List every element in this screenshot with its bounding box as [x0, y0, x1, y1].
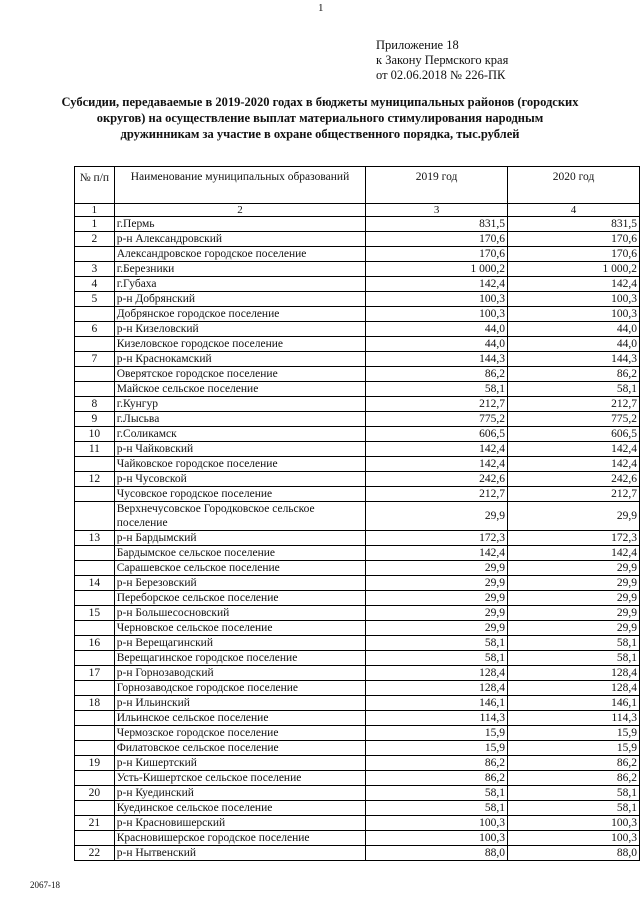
row-name: Кизеловское городское поселение [114, 337, 365, 352]
row-name: р-н Куединский [114, 786, 365, 801]
table-row [75, 502, 640, 531]
appendix-line: от 02.06.2018 № 226-ПК [376, 68, 506, 82]
value-2019: 86,2 [366, 756, 508, 771]
value-2019: 58,1 [366, 786, 508, 801]
row-number [75, 382, 115, 397]
column-index: 3 [366, 204, 508, 217]
value-2020: 44,0 [508, 337, 640, 352]
row-number [75, 741, 115, 756]
row-name: Переборское сельское поселение [114, 591, 365, 606]
row-name: Чайковское городское поселение [114, 457, 365, 472]
value-2020: 58,1 [508, 636, 640, 651]
row-number: 8 [75, 397, 115, 412]
table-row [75, 636, 640, 651]
row-number: 2 [75, 232, 115, 247]
row-name: Бардымское сельское поселение [114, 546, 365, 561]
row-number [75, 726, 115, 741]
value-2019: 142,4 [366, 546, 508, 561]
row-name: Ильинское сельское поселение [114, 711, 365, 726]
table-row [75, 801, 640, 816]
row-name: Черновское сельское поселение [114, 621, 365, 636]
row-number [75, 457, 115, 472]
table-row [75, 696, 640, 711]
row-name: р-н Добрянский [114, 292, 365, 307]
row-name: Чусовское городское поселение [114, 487, 365, 502]
value-2020: 775,2 [508, 412, 640, 427]
row-number: 4 [75, 277, 115, 292]
row-name: р-н Горнозаводский [114, 666, 365, 681]
table-row [75, 382, 640, 397]
row-name: г.Пермь [114, 217, 365, 232]
row-name: р-н Ильинский [114, 696, 365, 711]
value-2020: 212,7 [508, 487, 640, 502]
table-row [75, 591, 640, 606]
document-code: 2067-18 [30, 880, 60, 890]
value-2019: 29,9 [366, 576, 508, 591]
row-number: 9 [75, 412, 115, 427]
table-row [75, 262, 640, 277]
value-2020: 29,9 [508, 591, 640, 606]
column-index: 1 [75, 204, 115, 217]
row-name: р-н Александровский [114, 232, 365, 247]
value-2019: 58,1 [366, 801, 508, 816]
table-row [75, 412, 640, 427]
row-name: Добрянское городское поселение [114, 307, 365, 322]
value-2020: 100,3 [508, 307, 640, 322]
table-row [75, 771, 640, 786]
row-number: 16 [75, 636, 115, 651]
value-2019: 29,9 [366, 502, 508, 531]
row-number: 17 [75, 666, 115, 681]
row-name: Майское сельское поселение [114, 382, 365, 397]
header-name: Наименование муниципальных образований [114, 167, 365, 204]
value-2020: 86,2 [508, 367, 640, 382]
table-row [75, 247, 640, 262]
row-number: 21 [75, 816, 115, 831]
value-2019: 15,9 [366, 741, 508, 756]
value-2020: 29,9 [508, 502, 640, 531]
appendix-reference [376, 38, 508, 83]
value-2019: 142,4 [366, 457, 508, 472]
table-row [75, 487, 640, 502]
row-number [75, 711, 115, 726]
row-name: р-н Кишертский [114, 756, 365, 771]
row-name: Красновишерское городское поселение [114, 831, 365, 846]
row-name: р-н Краснокамский [114, 352, 365, 367]
value-2020: 29,9 [508, 606, 640, 621]
row-name: Александровское городское поселение [114, 247, 365, 262]
table-body [75, 217, 640, 861]
row-name: р-н Верещагинский [114, 636, 365, 651]
value-2020: 128,4 [508, 681, 640, 696]
value-2019: 170,6 [366, 247, 508, 262]
value-2020: 58,1 [508, 801, 640, 816]
value-2019: 114,3 [366, 711, 508, 726]
value-2019: 44,0 [366, 322, 508, 337]
row-name: р-н Красновишерский [114, 816, 365, 831]
row-name: г.Кунгур [114, 397, 365, 412]
table-row [75, 352, 640, 367]
value-2019: 100,3 [366, 831, 508, 846]
value-2020: 100,3 [508, 816, 640, 831]
value-2019: 29,9 [366, 561, 508, 576]
value-2019: 142,4 [366, 442, 508, 457]
appendix-line: Приложение 18 [376, 38, 459, 52]
value-2020: 128,4 [508, 666, 640, 681]
table-row [75, 367, 640, 382]
row-number [75, 801, 115, 816]
table-row [75, 277, 640, 292]
row-name: р-н Чайковский [114, 442, 365, 457]
value-2020: 58,1 [508, 382, 640, 397]
value-2020: 144,3 [508, 352, 640, 367]
row-name: Верхнечусовское Городковское сельское поселение [114, 502, 365, 531]
row-number: 19 [75, 756, 115, 771]
table-row [75, 651, 640, 666]
subsidy-table [74, 166, 640, 861]
row-number: 20 [75, 786, 115, 801]
column-index-row [75, 204, 640, 217]
row-number: 12 [75, 472, 115, 487]
table-row [75, 756, 640, 771]
row-number: 11 [75, 442, 115, 457]
value-2020: 831,5 [508, 217, 640, 232]
header-2020: 2020 год [508, 167, 640, 204]
row-name: р-н Нытвенский [114, 846, 365, 861]
value-2019: 58,1 [366, 651, 508, 666]
value-2019: 606,5 [366, 427, 508, 442]
value-2020: 100,3 [508, 831, 640, 846]
row-name: Усть-Кишертское сельское поселение [114, 771, 365, 786]
value-2020: 29,9 [508, 561, 640, 576]
table-row [75, 786, 640, 801]
value-2020: 606,5 [508, 427, 640, 442]
table-row [75, 322, 640, 337]
row-name: Верещагинское городское поселение [114, 651, 365, 666]
table-row [75, 831, 640, 846]
row-number: 14 [75, 576, 115, 591]
row-name: Сарашевское сельское поселение [114, 561, 365, 576]
value-2019: 58,1 [366, 636, 508, 651]
value-2020: 88,0 [508, 846, 640, 861]
value-2019: 775,2 [366, 412, 508, 427]
value-2020: 142,4 [508, 546, 640, 561]
row-number [75, 247, 115, 262]
row-name: р-н Бардымский [114, 531, 365, 546]
table-row [75, 741, 640, 756]
value-2019: 86,2 [366, 771, 508, 786]
value-2019: 44,0 [366, 337, 508, 352]
value-2019: 100,3 [366, 816, 508, 831]
value-2019: 242,6 [366, 472, 508, 487]
table-row [75, 217, 640, 232]
row-name: Горнозаводское городское поселение [114, 681, 365, 696]
row-number [75, 487, 115, 502]
value-2020: 15,9 [508, 726, 640, 741]
table-row [75, 442, 640, 457]
table-row [75, 397, 640, 412]
row-number [75, 621, 115, 636]
row-number [75, 307, 115, 322]
value-2019: 86,2 [366, 367, 508, 382]
row-number: 22 [75, 846, 115, 861]
value-2019: 142,4 [366, 277, 508, 292]
table-row [75, 681, 640, 696]
value-2019: 144,3 [366, 352, 508, 367]
row-number [75, 337, 115, 352]
row-number [75, 367, 115, 382]
table-row [75, 531, 640, 546]
value-2019: 128,4 [366, 681, 508, 696]
row-name: Филатовское сельское поселение [114, 741, 365, 756]
value-2019: 212,7 [366, 397, 508, 412]
row-number: 6 [75, 322, 115, 337]
table-row [75, 666, 640, 681]
value-2020: 44,0 [508, 322, 640, 337]
value-2019: 100,3 [366, 307, 508, 322]
value-2020: 142,4 [508, 457, 640, 472]
table-row [75, 457, 640, 472]
value-2019: 146,1 [366, 696, 508, 711]
row-number: 10 [75, 427, 115, 442]
row-number [75, 771, 115, 786]
value-2019: 212,7 [366, 487, 508, 502]
row-number [75, 546, 115, 561]
value-2020: 58,1 [508, 651, 640, 666]
value-2019: 170,6 [366, 232, 508, 247]
row-number [75, 561, 115, 576]
table-row [75, 816, 640, 831]
row-name: Куединское сельское поселение [114, 801, 365, 816]
row-name: р-н Чусовской [114, 472, 365, 487]
table-row [75, 576, 640, 591]
table-row [75, 621, 640, 636]
page-number: 1 [318, 2, 324, 14]
table-row [75, 427, 640, 442]
row-number: 13 [75, 531, 115, 546]
value-2019: 29,9 [366, 591, 508, 606]
value-2020: 146,1 [508, 696, 640, 711]
document-title: Субсидии, передаваемые в 2019-2020 годах в бюджеты муниципальных районов (городских округов) на осуществление выплат материального стимулирования народным дружинникам за участие в охране общественного порядка, тыс.рублей [61, 95, 579, 141]
value-2020: 86,2 [508, 771, 640, 786]
row-number [75, 831, 115, 846]
value-2020: 100,3 [508, 292, 640, 307]
value-2020: 170,6 [508, 247, 640, 262]
row-name: г.Лысьва [114, 412, 365, 427]
table-row [75, 307, 640, 322]
value-2020: 114,3 [508, 711, 640, 726]
value-2019: 831,5 [366, 217, 508, 232]
table-row [75, 232, 640, 247]
column-index: 2 [114, 204, 365, 217]
header-number: № п/п [75, 167, 115, 204]
table-row [75, 726, 640, 741]
row-name: г.Губаха [114, 277, 365, 292]
value-2020: 58,1 [508, 786, 640, 801]
table-row [75, 606, 640, 621]
row-number [75, 502, 115, 531]
row-number [75, 651, 115, 666]
value-2020: 142,4 [508, 277, 640, 292]
value-2019: 88,0 [366, 846, 508, 861]
row-number: 7 [75, 352, 115, 367]
value-2019: 58,1 [366, 382, 508, 397]
row-number: 3 [75, 262, 115, 277]
row-name: р-н Березовский [114, 576, 365, 591]
row-name: Оверятское городское поселение [114, 367, 365, 382]
value-2020: 29,9 [508, 621, 640, 636]
row-name: г.Березники [114, 262, 365, 277]
table-row [75, 711, 640, 726]
value-2020: 172,3 [508, 531, 640, 546]
row-number: 18 [75, 696, 115, 711]
row-number: 5 [75, 292, 115, 307]
value-2019: 100,3 [366, 292, 508, 307]
value-2019: 29,9 [366, 606, 508, 621]
value-2020: 242,6 [508, 472, 640, 487]
table-row [75, 561, 640, 576]
value-2020: 15,9 [508, 741, 640, 756]
value-2020: 142,4 [508, 442, 640, 457]
appendix-line: к Закону Пермского края [376, 53, 509, 67]
row-number [75, 591, 115, 606]
table-header-row [75, 167, 640, 204]
table-row [75, 337, 640, 352]
table-row [75, 292, 640, 307]
row-name: Чермозское городское поселение [114, 726, 365, 741]
value-2019: 29,9 [366, 621, 508, 636]
table-row [75, 846, 640, 861]
value-2019: 1 000,2 [366, 262, 508, 277]
column-index: 4 [508, 204, 640, 217]
table-row [75, 546, 640, 561]
value-2020: 212,7 [508, 397, 640, 412]
row-name: р-н Кизеловский [114, 322, 365, 337]
row-number: 15 [75, 606, 115, 621]
row-name: г.Соликамск [114, 427, 365, 442]
value-2019: 128,4 [366, 666, 508, 681]
value-2020: 29,9 [508, 576, 640, 591]
value-2020: 1 000,2 [508, 262, 640, 277]
row-name: р-н Большесосновский [114, 606, 365, 621]
value-2019: 15,9 [366, 726, 508, 741]
header-2019: 2019 год [366, 167, 508, 204]
row-number [75, 681, 115, 696]
value-2019: 172,3 [366, 531, 508, 546]
row-number: 1 [75, 217, 115, 232]
value-2020: 86,2 [508, 756, 640, 771]
value-2020: 170,6 [508, 232, 640, 247]
table-row [75, 472, 640, 487]
